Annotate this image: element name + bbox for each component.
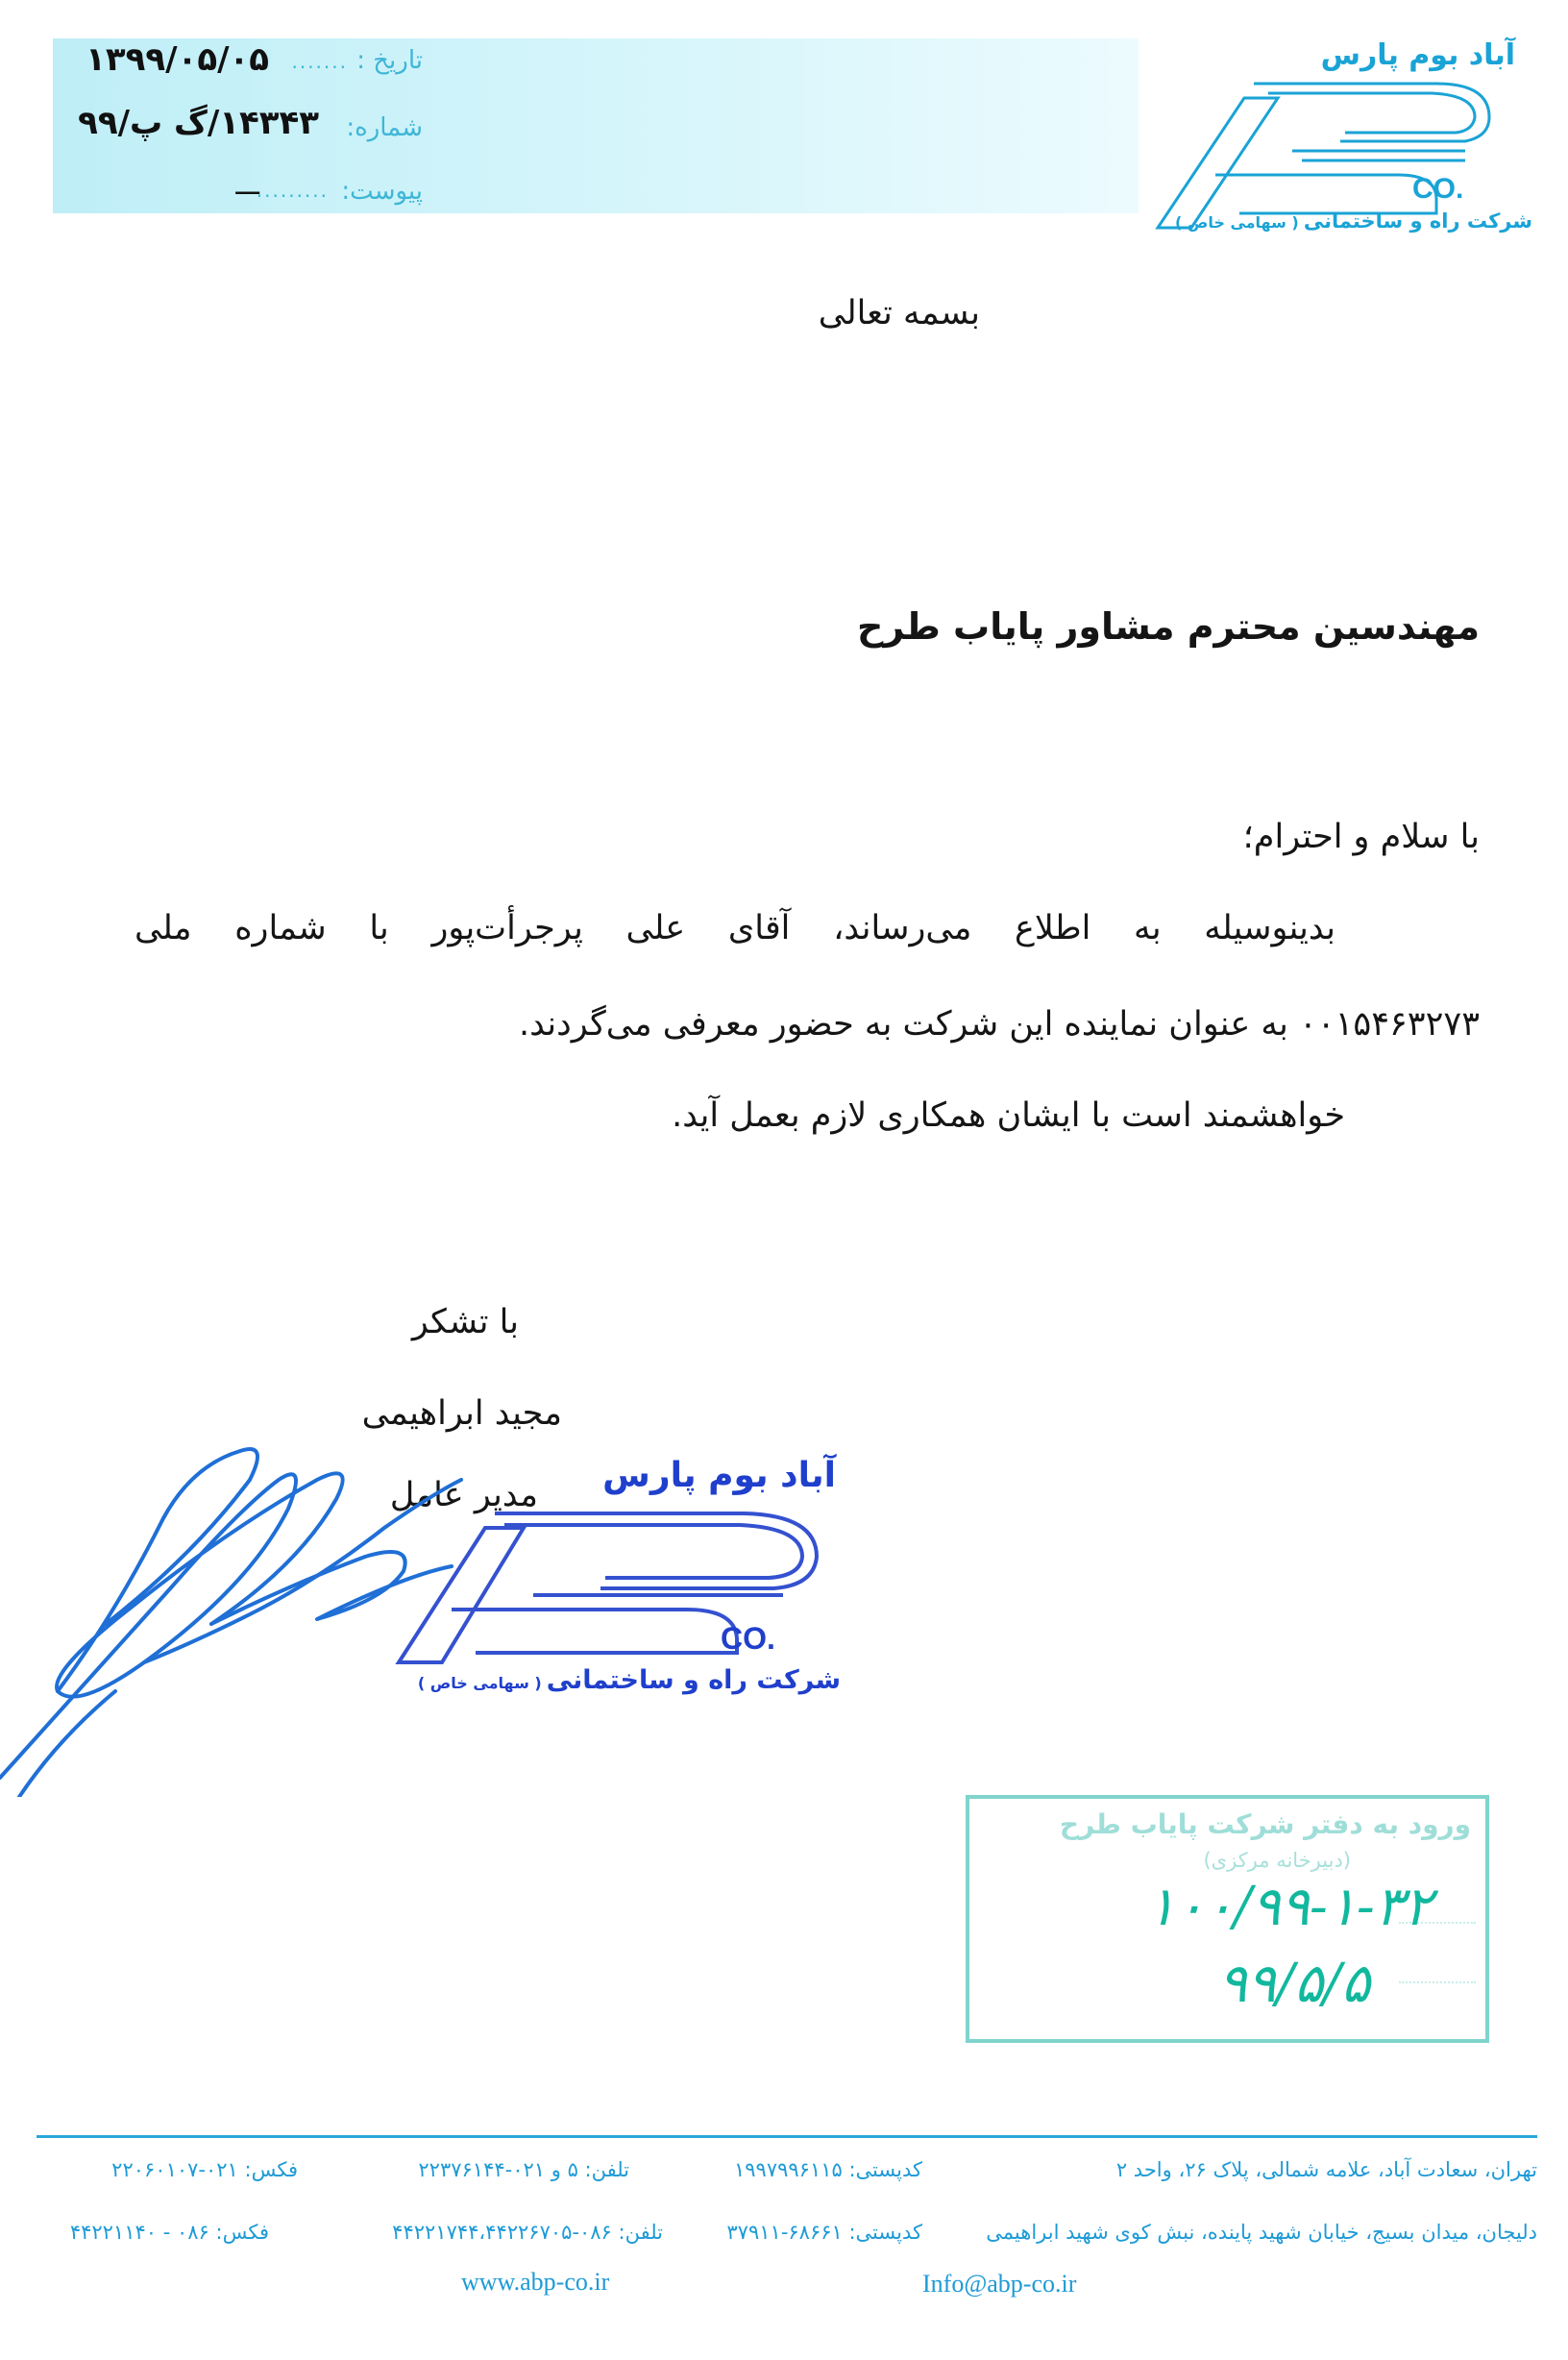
body-line-2: ۰۰۱۵۴۶۳۲۷۳ به عنوان نماینده این شرکت به حضور معرفی می‌گردند. xyxy=(518,1005,1480,1044)
attachment-value: ـــ xyxy=(235,169,259,201)
attachment-dots: ......... xyxy=(256,179,329,202)
footer-website-link[interactable]: www.abp-co.ir xyxy=(461,2268,610,2296)
number-value: ۱۴۳۴۳/گ پ/۹۹ xyxy=(78,104,319,142)
footer-delijan-fax: فکس: ۰۸۶ - ۴۴۲۲۱۱۴۰ xyxy=(69,2221,269,2244)
logo-company-type xyxy=(1175,209,1532,233)
footer-tehran-fax: فکس: ۰۲۱-۲۲۰۶۰۱۰۷ xyxy=(111,2158,298,2181)
footer-divider xyxy=(37,2135,1537,2138)
date-dots: ....... xyxy=(291,50,348,73)
body-line-3: خواهشمند است با ایشان همکاری لازم بعمل آید. xyxy=(672,1096,1345,1135)
signer-name: مجید ابراهیمی xyxy=(361,1394,562,1433)
number-label: شماره: xyxy=(346,113,423,142)
receipt-subtitle: (دبیرخانه مرکزی) xyxy=(1203,1849,1351,1872)
receipt-date-line xyxy=(1399,1962,1476,1983)
footer-tehran-row xyxy=(29,2152,1537,2191)
date-row xyxy=(58,40,423,88)
greeting: با سلام و احترام؛ xyxy=(1242,818,1480,856)
closing: با تشکر xyxy=(411,1303,519,1341)
footer-tehran-phone: تلفن: ۵ و ۰۲۱-۲۲۳۷۶۱۴۴ xyxy=(418,2158,629,2181)
logo-type-text: شرکت راه و ساختمانی xyxy=(1303,209,1532,233)
stamp-company-name: آباد بوم پارس xyxy=(602,1456,836,1495)
footer-email-link[interactable]: Info@abp-co.ir xyxy=(922,2270,1077,2298)
stamp-co: CO. xyxy=(721,1621,775,1656)
footer-delijan-phone: تلفن: ۰۸۶-۴۴۲۲۱۷۴۴،۴۴۲۲۶۷۰۵ xyxy=(392,2221,663,2244)
date-value: ۱۳۹۹/۰۵/۰۵ xyxy=(86,40,269,79)
receipt-number: ۱۰۰/۹۹-۱-۳۲ xyxy=(1146,1876,1433,1938)
attachment-row xyxy=(125,169,423,211)
logo-type-note: ( سهامی خاص ) xyxy=(1174,213,1299,232)
receipt-title: ورود به دفتر شرکت پایاب طرح xyxy=(1059,1808,1471,1840)
signature xyxy=(0,1374,538,1797)
date-label: تاریخ : xyxy=(356,46,423,75)
invocation: بسمه تعالی xyxy=(818,294,980,332)
body-line-1: بدینوسیله به اطلاع می‌رساند، آقای علی پرجرأت‌پور با شماره ملی xyxy=(135,909,1335,947)
stamp-type-text: شرکت راه و ساختمانی xyxy=(546,1665,841,1695)
receipt-date: ۹۹/۵/۵ xyxy=(1217,1953,1370,2015)
company-logo xyxy=(1148,38,1532,240)
footer-tehran-address: تهران، سعادت آباد، علامه شمالی، پلاک ۲۶، واحد ۲ xyxy=(1115,2158,1537,2181)
signer-title: مدیر عامل xyxy=(389,1476,538,1514)
receipt-stamp xyxy=(966,1795,1489,2043)
number-row xyxy=(19,104,423,152)
attachment-label: پیوست: xyxy=(341,177,423,206)
footer-tehran-postal: کدپستی: ۱۹۹۷۹۹۶۱۱۵ xyxy=(734,2158,922,2181)
footer-delijan-postal: کدپستی: ۶۸۶۶۱-۳۷۹۱۱ xyxy=(726,2221,922,2244)
logo-co: CO. xyxy=(1412,173,1464,205)
stamp-type-note: ( سهامی خاص ) xyxy=(417,1674,542,1692)
recipient: مهندسین محترم مشاور پایاب طرح xyxy=(856,605,1480,648)
footer-delijan-row xyxy=(29,2215,1537,2253)
footer-delijan-address: دلیجان، میدان بسیج، خیابان شهید پاینده، نبش کوی شهید ابراهیمی xyxy=(986,2221,1537,2244)
logo-company-name: آباد بوم پارس xyxy=(1320,38,1515,72)
